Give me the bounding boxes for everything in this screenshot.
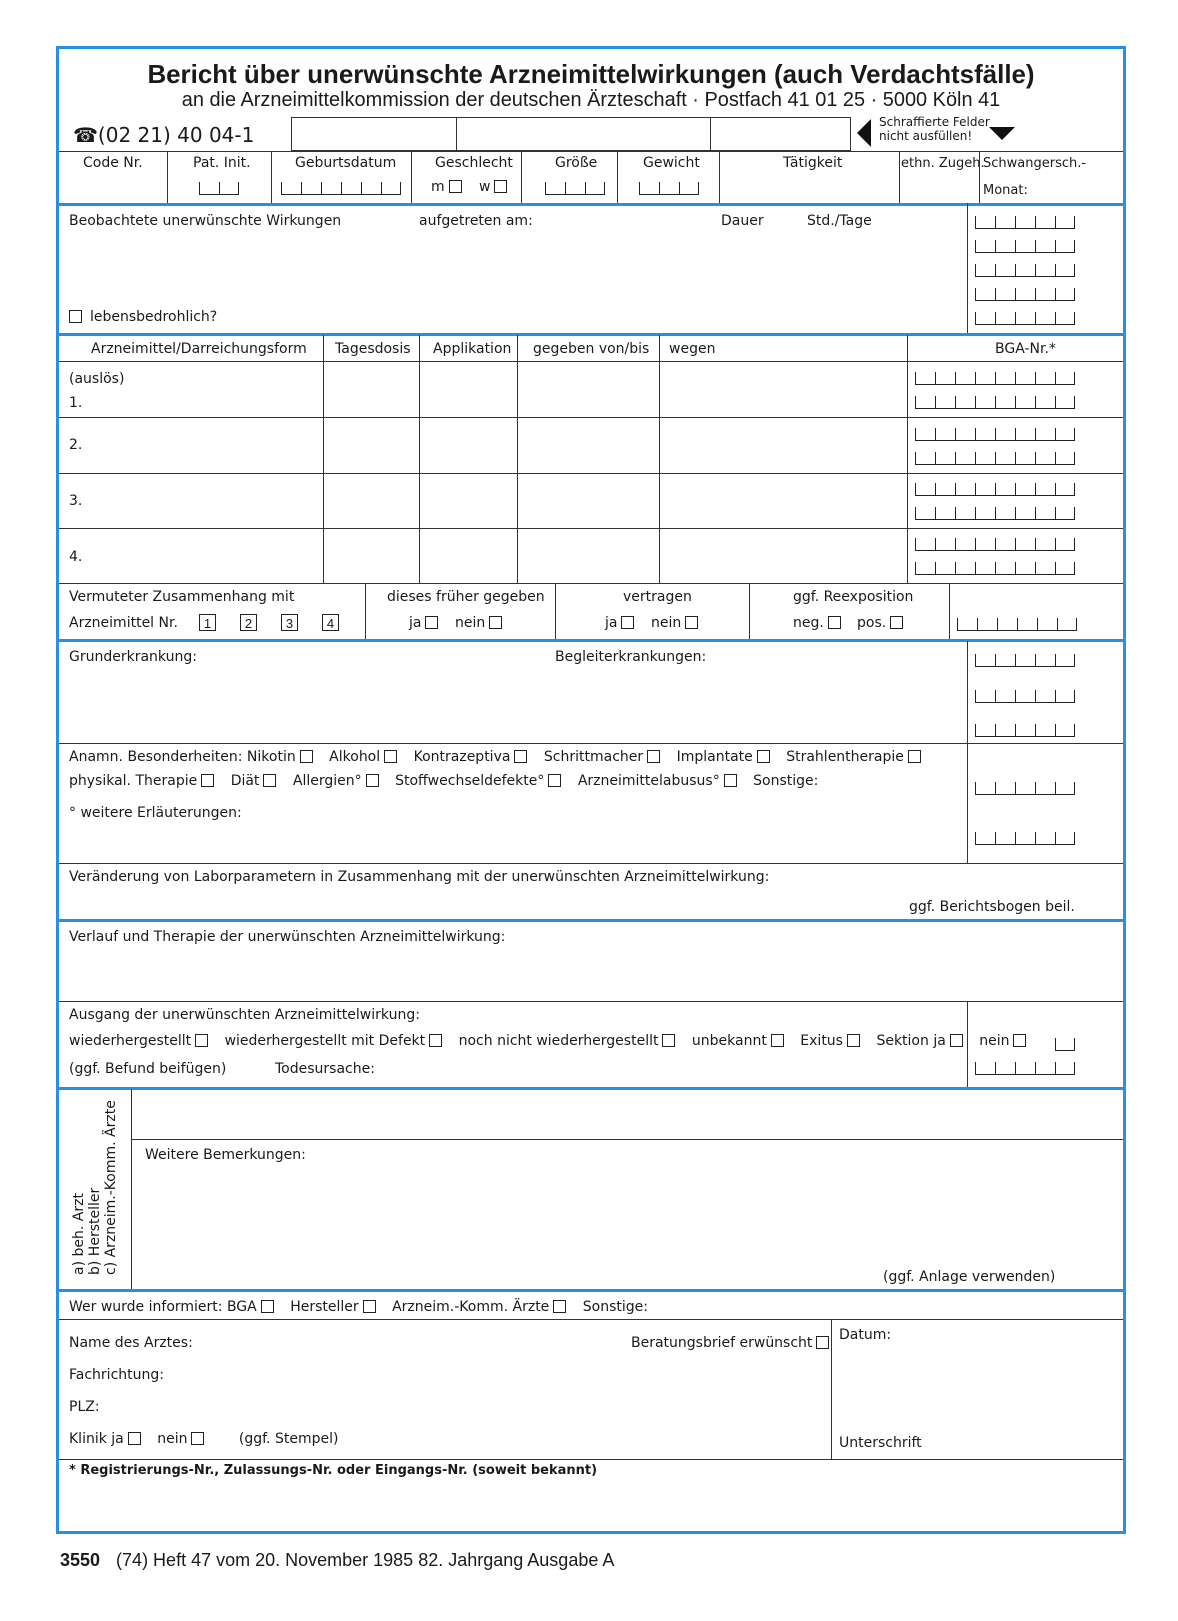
col-bga: BGA-Nr.* [995,341,1056,357]
relation-code-field[interactable] [957,617,1077,631]
effects-code-field-4[interactable] [975,287,1075,301]
informed-komm-checkbox[interactable] [553,1300,566,1313]
effects-code-field-3[interactable] [975,263,1075,277]
lebensbedrohlich-checkbox[interactable] [69,310,82,323]
klinik-ja-checkbox[interactable] [128,1432,141,1445]
frueher-ja-checkbox[interactable] [425,616,438,629]
label-ausgang: Ausgang der unerwünschten Arzneimittelwirkung: [69,1007,420,1023]
bga-field-2a[interactable] [915,427,1075,441]
label-schwangersch: Schwangersch.- [983,156,1087,171]
label-anlage: (ggf. Anlage verwenden) [883,1269,1056,1285]
label-unterschrift: Unterschrift [839,1435,922,1451]
arzneimittel-nr-2[interactable]: 2 [240,614,257,631]
reexposition-neg[interactable]: neg. [793,615,841,631]
label-weitere-bemerkungen: Weitere Bemerkungen: [145,1147,306,1163]
col-wegen: wegen [669,341,716,357]
bga-field-3b[interactable] [915,506,1075,520]
anamnesis-line-2: physikal. Therapie Diät Allergien° Stoffwechseldefekte° Arzneimittelabusus° Sonstige: [69,773,819,789]
weight-field[interactable] [639,181,699,195]
label-vermuteter: Vermuteter Zusammenhang mit [69,589,295,605]
kontrazeptiva-checkbox[interactable] [514,750,527,763]
sex-m-option[interactable]: m [431,179,462,195]
pat-init-field[interactable] [199,181,239,195]
frueher-nein[interactable]: nein [455,615,502,631]
header-box-group [291,117,851,151]
outcome-options: wiederhergestellt wiederhergestellt mit Defekt noch nicht wiederhergestellt unbekannt Exitus Sektion ja nein [69,1033,1026,1049]
drug-row-2: 2. [69,437,83,453]
side-label-a: a) beh. Arzt [71,1193,87,1275]
label-ethn: ethn. Zugeh. [901,156,985,171]
alkohol-checkbox[interactable] [384,750,397,763]
outcome-code-field-2[interactable] [975,1061,1075,1075]
wiederhergestellt-checkbox[interactable] [195,1034,208,1047]
lebensbedrohlich-option[interactable]: lebensbedrohlich? [69,309,217,325]
label-name-arzt: Name des Arztes: [69,1335,193,1351]
label-gewicht: Gewicht [643,155,700,171]
label-taetigkeit: Tätigkeit [783,155,843,171]
label-frueher: dieses früher gegeben [387,589,545,605]
label-ausloes: (auslös) [69,371,125,387]
label-code-nr: Code Nr. [83,155,143,171]
label-reexposition: ggf. Reexposition [793,589,914,605]
vertragen-nein[interactable]: nein [651,615,698,631]
page-footer-text: (74) Heft 47 vom 20. November 1985 82. Jahrgang Ausgabe A [116,1550,615,1570]
frueher-nein-checkbox[interactable] [489,616,502,629]
anamnesis-code-field-1[interactable] [975,781,1075,795]
diaet-checkbox[interactable] [263,774,276,787]
arrow-down-icon [989,127,1015,140]
klinik-nein-checkbox[interactable] [191,1432,204,1445]
bga-field-1a[interactable] [915,371,1075,385]
sex-m-checkbox[interactable] [449,180,462,193]
beratungsbrief-option[interactable]: Beratungsbrief erwünscht [631,1335,829,1351]
bga-field-4a[interactable] [915,537,1075,551]
arzneimittel-nr-boxes [199,614,363,633]
arrow-left-icon [857,119,871,147]
col-gegeben: gegeben von/bis [533,341,650,357]
anamnesis-code-field-2[interactable] [975,831,1075,845]
birthdate-field[interactable] [281,181,401,195]
drug-row-4: 4. [69,549,83,565]
label-geburtsdatum: Geburtsdatum [295,155,397,171]
label-aufgetreten: aufgetreten am: [419,213,533,229]
phone-icon: ☎ [73,123,98,147]
sex-w-checkbox[interactable] [494,180,507,193]
label-laborparameter: Veränderung von Laborparametern in Zusammenhang mit der unerwünschten Arzneimittelwirkung: [69,869,770,885]
sex-w-option[interactable]: w [479,179,507,195]
reexposition-pos[interactable]: pos. [857,615,903,631]
disease-code-field-3[interactable] [975,723,1075,737]
label-todesursache: Todesursache: [275,1061,375,1077]
side-label-b: b) Hersteller [87,1187,103,1275]
label-grunderkrankung: Grunderkrankung: [69,649,197,665]
vertragen-ja[interactable]: ja [605,615,634,631]
label-begleiterkrankungen: Begleiterkrankungen: [555,649,707,665]
stoffwechseldefekte-checkbox[interactable] [548,774,561,787]
label-berichtsbogen: ggf. Berichtsbogen beil. [909,899,1075,915]
allergien-checkbox[interactable] [366,774,379,787]
informed-hersteller-checkbox[interactable] [363,1300,376,1313]
bga-field-1b[interactable] [915,395,1075,409]
drug-row-3: 3. [69,493,83,509]
label-sonstige-anamnesis: Sonstige: [753,773,819,789]
reexposition-neg-checkbox[interactable] [828,616,841,629]
vertragen-nein-checkbox[interactable] [685,616,698,629]
vertragen-ja-checkbox[interactable] [621,616,634,629]
page-number: 3550 [60,1550,101,1570]
sektion-nein-checkbox[interactable] [1013,1034,1026,1047]
report-form [56,46,1126,1534]
label-pat-init: Pat. Init. [193,155,251,171]
noch-nicht-wiederhergestellt-checkbox[interactable] [662,1034,675,1047]
frueher-ja[interactable]: ja [409,615,438,631]
disease-code-field-1[interactable] [975,653,1075,667]
label-beobachtete: Beobachtete unerwünschte Wirkungen [69,213,342,229]
side-label-c: c) Arzneim.-Komm. Ärzte [103,1100,119,1275]
label-arzneimittel-nr: Arzneimittel Nr. [69,615,178,631]
label-verlauf: Verlauf und Therapie der unerwünschten Arzneimittelwirkung: [69,929,506,945]
form-subtitle: an die Arzneimittelkommission der deutschen Ärzteschaft · Postfach 41 01 25 · 5000 Köln 41 [181,89,1001,111]
nikotin-checkbox[interactable] [300,750,313,763]
effects-code-field-1[interactable] [975,215,1075,229]
label-groesse: Größe [555,155,598,171]
klinik-row: Klinik ja nein (ggf. Stempel) [69,1431,339,1447]
label-datum: Datum: [839,1327,892,1343]
height-field[interactable] [545,181,605,195]
hatched-note: Schraffierte Felder nicht ausfüllen! [879,115,990,143]
disease-code-field-2[interactable] [975,689,1075,703]
form-title: Bericht über unerwünschte Arzneimittelwirkungen (auch Verdachtsfälle) [147,59,1035,89]
arzneimittel-nr-3[interactable]: 3 [281,614,298,631]
informed-bga-checkbox[interactable] [261,1300,274,1313]
label-fachrichtung: Fachrichtung: [69,1367,164,1383]
label-dauer: Dauer [721,213,764,229]
label-plz: PLZ: [69,1399,100,1415]
bga-field-3a[interactable] [915,482,1075,496]
label-std-tage: Std./Tage [807,213,872,229]
col-arzneimittel: Arzneimittel/Darreichungsform [91,341,307,357]
label-geschlecht: Geschlecht [435,155,513,171]
phone-line [73,123,254,147]
arzneimittel-nr-4[interactable]: 4 [322,614,339,631]
arzneimittelabusus-checkbox[interactable] [724,774,737,787]
page-footer [60,1550,614,1571]
drug-row-1: 1. [69,395,83,411]
phone-number: (02 21) 40 04-1 [97,123,255,147]
anamnesis-line-1: Anamn. Besonderheiten: Nikotin Alkohol Kontrazeptiva Schrittmacher Implantate Strahlentherapie [69,749,921,765]
implantate-checkbox[interactable] [757,750,770,763]
label-befund: (ggf. Befund beifügen) [69,1061,227,1077]
col-tagesdosis: Tagesdosis [335,341,411,357]
strahlentherapie-checkbox[interactable] [908,750,921,763]
reexposition-pos-checkbox[interactable] [890,616,903,629]
outcome-code-field-1[interactable] [1055,1037,1075,1051]
sektion-ja-checkbox[interactable] [950,1034,963,1047]
informed-row: Wer wurde informiert: BGA Hersteller Arzneim.-Komm. Ärzte Sonstige: [69,1299,648,1315]
beratungsbrief-checkbox[interactable] [816,1336,829,1349]
schrittmacher-checkbox[interactable] [647,750,660,763]
label-weitere-erlaeuterungen: ° weitere Erläuterungen: [69,805,242,821]
bga-field-4b[interactable] [915,561,1075,575]
arzneimittel-nr-1[interactable]: 1 [199,614,216,631]
physikal-therapie-checkbox[interactable] [201,774,214,787]
unbekannt-checkbox[interactable] [771,1034,784,1047]
exitus-checkbox[interactable] [847,1034,860,1047]
label-vertragen: vertragen [623,589,692,605]
bga-field-2b[interactable] [915,451,1075,465]
label-monat: Monat: [983,183,1028,198]
wiederhergestellt-defekt-checkbox[interactable] [429,1034,442,1047]
effects-code-field-5[interactable] [975,311,1075,325]
col-applikation: Applikation [433,341,512,357]
footnote: * Registrierungs-Nr., Zulassungs-Nr. oder Eingangs-Nr. (soweit bekannt) [69,1463,598,1478]
effects-code-field-2[interactable] [975,239,1075,253]
